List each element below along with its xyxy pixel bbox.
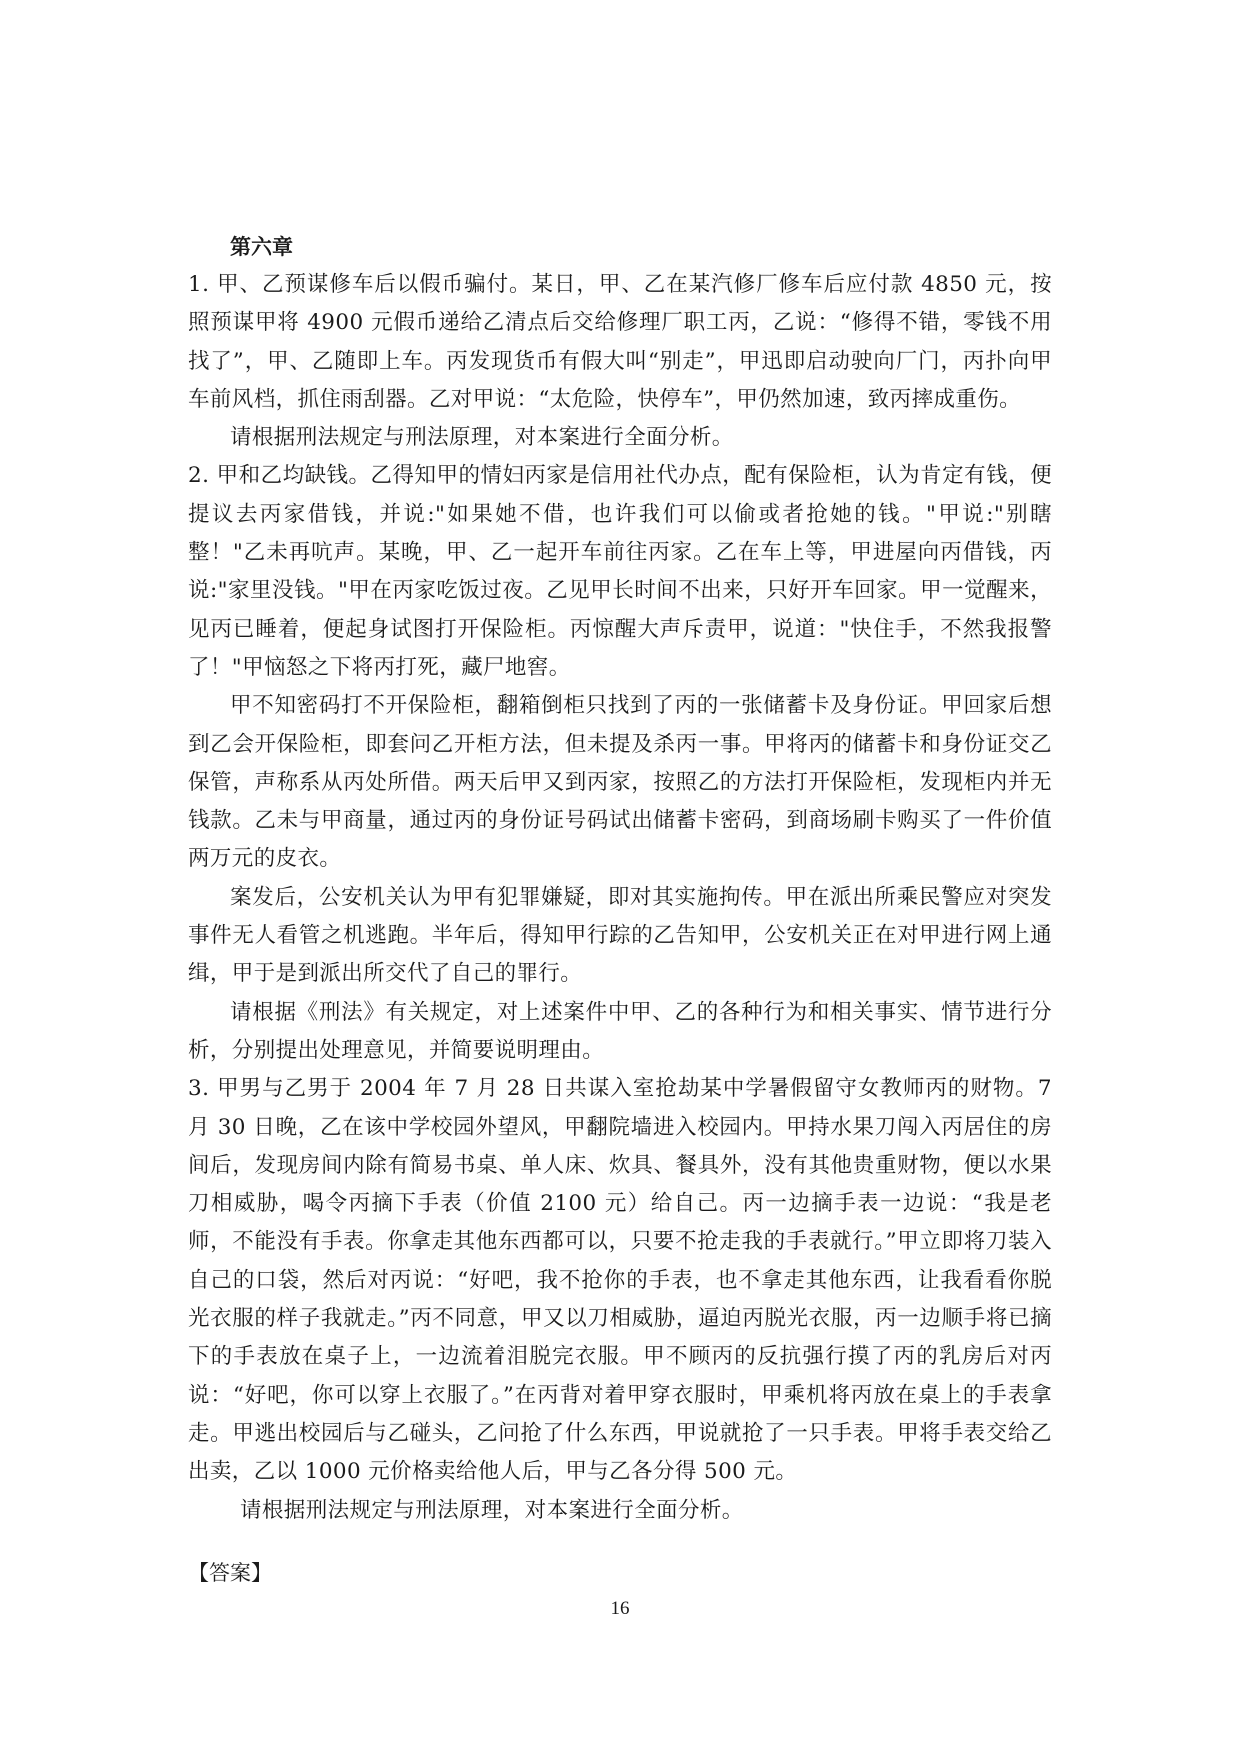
question-2-case: 2. 甲和乙均缺钱。乙得知甲的情妇丙家是信用社代办点，配有保险柜，认为肯定有钱，便提议去丙家借钱，并说:"如果她不借，也许我们可以偷或者抢她的钱。"甲说:"别瞎整！"乙未再吭声。某晚，甲、乙一起开车前往丙家。乙在车上等，甲进屋向丙借钱，丙说:"家里没钱。"甲在丙家吃饭过夜。乙见甲长时间不出来，只好开车回家。甲一觉醒来，见丙已睡着，便起身试图打开保险柜。丙惊醒大声斥责甲，说道："快住手，不然我报警了！"甲恼怒之下将丙打死，藏尸地窖。	[188, 463, 1052, 680]
question-1-case: 1. 甲、乙预谋修车后以假币骗付。某日，甲、乙在某汽修厂修车后应付款 4850 元，按照预谋甲将 4900 元假币递给乙清点后交给修理厂职工丙，乙说：“修得不错，零钱不用找了”，甲、乙随即上车。丙发现货币有假大叫“别走”，甲迅即启动驶向厂门，丙扑向甲车前风档，抓住雨刮器。乙对甲说：“太危险，快停车”，甲仍然加速，致丙摔成重伤。	[188, 272, 1052, 412]
document-body	[188, 228, 1052, 1592]
answer-label: 【答案】	[188, 1560, 272, 1585]
question-2-paragraph-2: 甲不知密码打不开保险柜，翻箱倒柜只找到了丙的一张储蓄卡及身份证。甲回家后想到乙会开保险柜，即套问乙开柜方法，但未提及杀丙一事。甲将丙的储蓄卡和身份证交乙保管，声称系从丙处所借。两天后甲又到丙家，按照乙的方法打开保险柜，发现柜内并无钱款。乙未与甲商量，通过丙的身份证号码试出储蓄卡密码，到商场刷卡购买了一件价值两万元的皮衣。	[188, 693, 1052, 872]
question-1-prompt: 请根据刑法规定与刑法原理，对本案进行全面分析。	[230, 425, 734, 451]
spacer	[188, 1530, 1052, 1548]
chapter-heading: 第六章	[230, 234, 293, 259]
question-3-prompt: 请根据刑法规定与刑法原理，对本案进行全面分析。	[240, 1497, 744, 1523]
question-3-case: 3. 甲男与乙男于 2004 年 7 月 28 日共谋入室抢劫某中学暑假留守女教师丙的财物。7 月 30 日晚，乙在该中学校园外望风，甲翻院墙进入校园内。甲持水果刀闯入丙居住的房间后，发现房间内除有简易书桌、单人床、炊具、餐具外，没有其他贵重财物，便以水果刀相威胁，喝令丙摘下手表（价值 2100 元）给自己。丙一边摘手表一边说：“我是老师，不能没有手表。你拿走其他东西都可以，只要不抢走我的手表就行。”甲立即将刀装入自己的口袋，然后对丙说：“好吧，我不抢你的手表，也不拿走其他东西，让我看看你脱光衣服的样子我就走。”丙不同意，甲又以刀相威胁，逼迫丙脱光衣服，丙一边顺手将已摘下的手表放在桌子上，一边流着泪脱完衣服。甲不顾丙的反抗强行摸了丙的乳房后对丙说：“好吧，你可以穿上衣服了。”在丙背对着甲穿衣服时，甲乘机将丙放在桌上的手表拿走。甲逃出校园后与乙碰头，乙问抢了什么东西，甲说就抢了一只手表。甲将手表交给乙出卖，乙以 1000 元价格卖给他人后，甲与乙各分得 500 元。	[188, 1076, 1052, 1485]
question-2-prompt: 请根据《刑法》有关规定，对上述案件中甲、乙的各种行为和相关事实、情节进行分析，分别提出处理意见，并简要说明理由。	[188, 999, 1052, 1063]
question-2-paragraph-3: 案发后，公安机关认为甲有犯罪嫌疑，即对其实施拘传。甲在派出所乘民警应对突发事件无人看管之机逃跑。半年后，得知甲行踪的乙告知甲，公安机关正在对甲进行网上通缉，甲于是到派出所交代了自己的罪行。	[188, 884, 1052, 987]
page-number: 16	[610, 1598, 630, 1619]
